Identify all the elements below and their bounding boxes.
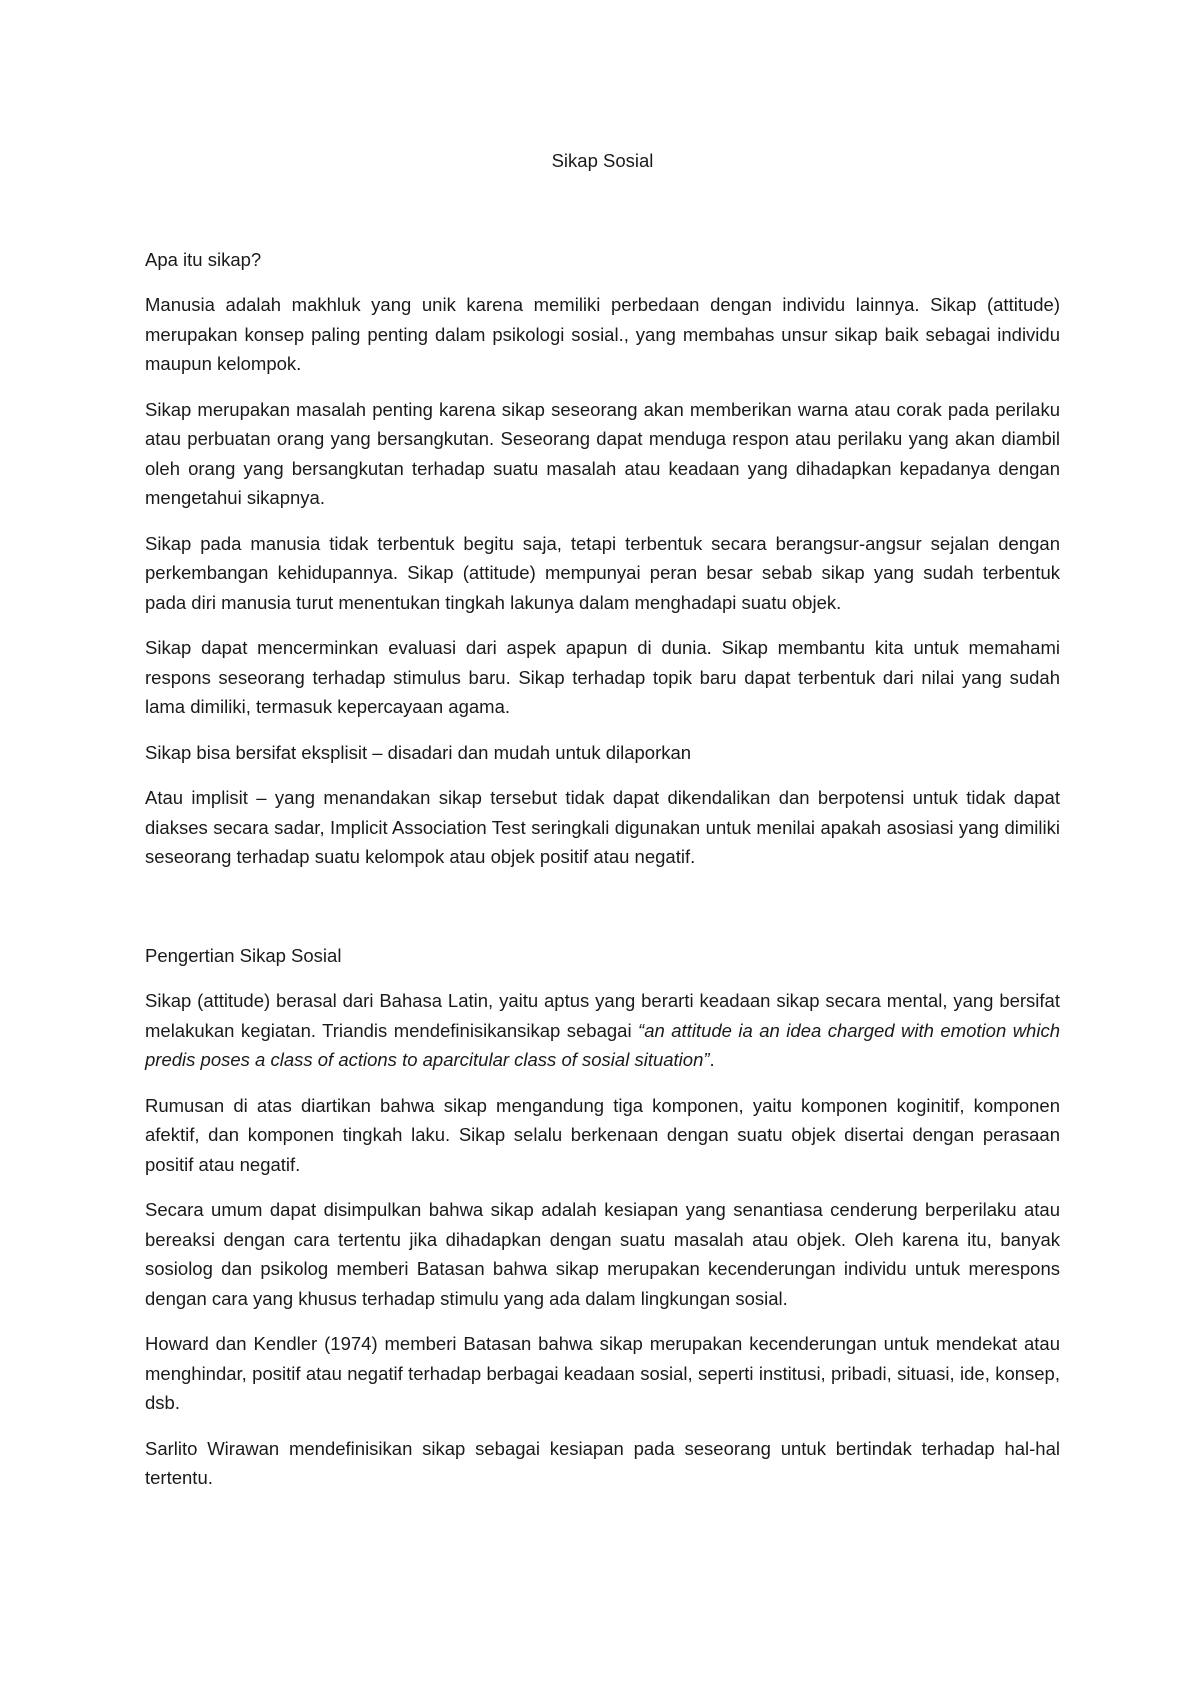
paragraph: Sikap dapat mencerminkan evaluasi dari aspek apapun di dunia. Sikap membantu kita untuk memahami respons seseorang terhadap stimulus baru. Sikap terhadap topik baru dapat terbentuk dari nilai yang sudah lama dimiliki, termasuk kepercayaan agama. [145,637,1060,717]
paragraph: Rumusan di atas diartikan bahwa sikap mengandung tiga komponen, yaitu komponen koginitif, komponen afektif, dan komponen tingkah laku. Sikap selalu berkenaan dengan suatu objek disertai dengan perasaan positif atau negatif. [145,1094,1060,1175]
quoted-definition: “an attitude ia an idea charged with emotion which predis poses a class of actions to aparcitular class of sosial situation” [145,1019,1060,1070]
paragraph-with-quote [145,986,1060,1075]
section-heading-pengertian-sikap-sosial: Pengertian Sikap Sosial [145,944,342,966]
paragraph: Secara umum dapat disimpulkan bahwa sikap adalah kesiapan yang senantiasa cenderung berperilaku atau bereaksi dengan cara tertentu jika dihadapkan dengan suatu masalah atau objek. Oleh karena itu, banyak sosiolog dan psikolog memberi Batasan bahwa sikap merupakan kecenderungan individu untuk merespons dengan cara yang khusus terhadap stimulu yang ada dalam lingkungan sosial. [145,1199,1060,1309]
document-body [145,146,1060,1493]
paragraph: Sikap merupakan masalah penting karena sikap seseorang akan memberikan warna atau corak pada perilaku atau perbuatan orang yang bersangkutan. Seseorang dapat menduga respon atau perilaku yang akan diambil oleh orang yang bersangkutan terhadap suatu masalah atau keadaan yang dihadapkan kepadanya dengan mengetahui sikapnya. [145,398,1060,508]
document-title: Sikap Sosial [551,150,654,171]
paragraph: Manusia adalah makhluk yang unik karena memiliki perbedaan dengan individu lainnya. Sikap (attitude) merupakan konsep paling penting dalam psikologi sosial., yang membahas unsur sikap baik sebagai individu maupun kelompok. [145,294,1060,374]
section-heading-apa-itu-sikap: Apa itu sikap? [145,248,262,270]
paragraph: Atau implisit – yang menandakan sikap tersebut tidak dapat dikendalikan dan berpotensi untuk tidak dapat diakses secara sadar, Implicit Association Test seringkali digunakan untuk menilai apakah asosiasi yang dimiliki seseorang terhadap suatu kelompok atau objek positif atau negatif. [145,787,1060,867]
paragraph: Sikap bisa bersifat eksplisit – disadari dan mudah untuk dilaporkan [145,741,692,763]
paragraph: Sikap pada manusia tidak terbentuk begitu saja, tetapi terbentuk secara berangsur-angsur sejalan dengan perkembangan kehidupannya. Sikap (attitude) mempunyai peran besar sebab sikap yang sudah terbentuk pada diri manusia turut menentukan tingkah lakunya dalam menghadapi suatu objek. [145,532,1060,613]
paragraph: Sarlito Wirawan mendefinisikan sikap sebagai kesiapan pada seseorang untuk bertindak terhadap hal-hal tertentu. [145,1437,1060,1488]
paragraph: Howard dan Kendler (1974) memberi Batasan bahwa sikap merupakan kecenderungan untuk mendekat atau menghindar, positif atau negatif terhadap berbagai keadaan sosial, seperti institusi, pribadi, situasi, ide, konsep, dsb. [145,1333,1060,1413]
paragraph-text: Sikap (attitude) berasal dari Bahasa Latin, yaitu aptus yang berarti keadaan sikap secara mental, yang bersifat melakukan kegiatan. Triandis mendefinisikansikap sebagai [145,990,1060,1041]
paragraph-end: . [709,1049,715,1070]
